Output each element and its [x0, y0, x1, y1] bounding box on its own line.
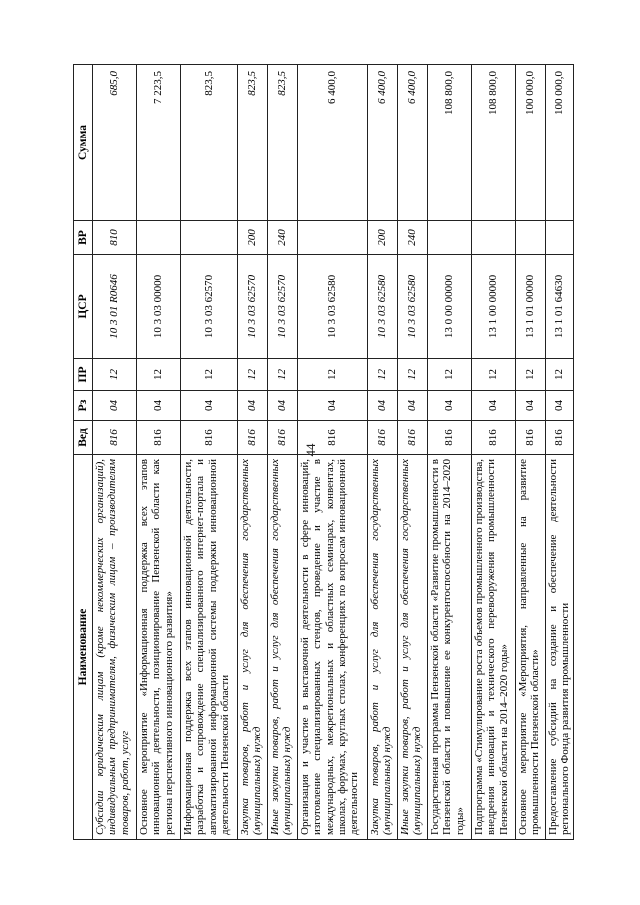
- row-sum: 6 400,0: [368, 65, 398, 221]
- row-rz: 04: [93, 391, 137, 421]
- row-rz: 04: [137, 391, 181, 421]
- budget-table: [73, 64, 574, 840]
- header-pr: ПР: [74, 359, 93, 391]
- row-vr: 810: [93, 221, 137, 255]
- row-sum: 6 400,0: [398, 65, 428, 221]
- row-pr: 12: [546, 359, 574, 391]
- row-pr: 12: [472, 359, 516, 391]
- header-vr: ВР: [74, 221, 93, 255]
- header-csr: ЦСР: [74, 255, 93, 359]
- header-rz: Рз: [74, 391, 93, 421]
- row-pr: 12: [238, 359, 268, 391]
- row-name: Иные закупки товаров, работ и услуг для обеспечения государственных (муниципальных) нужд: [398, 455, 428, 840]
- row-ved: 816: [546, 421, 574, 455]
- row-csr: 10 3 01 R0646: [93, 255, 137, 359]
- row-name: Предоставление субсидий на создание и обеспечение деятельности регионального Фонда развития промышленности: [546, 455, 574, 840]
- row-ved: 816: [93, 421, 137, 455]
- row-pr: 12: [268, 359, 298, 391]
- row-csr: 13 1 01 64630: [546, 255, 574, 359]
- row-name: Основное мероприятие «Информационная поддержка всех этапов инновационной деятельности, позиционирование Пензенской области как региона перспективного инновационного развития»: [137, 455, 181, 840]
- row-sum: 100 000,0: [546, 65, 574, 221]
- row-pr: 12: [516, 359, 546, 391]
- header-ved: Вед: [74, 421, 93, 455]
- row-vr: 240: [398, 221, 428, 255]
- row-name: Подпрограмма «Стимулирование роста объемов промышленного производства, внедрения инноваций и технического перевооружения промышленности Пензенской области на 2014–2020 годы»: [472, 455, 516, 840]
- row-sum: 108 800,0: [472, 65, 516, 221]
- row-vr: [472, 221, 516, 255]
- row-sum: 823,5: [238, 65, 268, 221]
- row-rz: 04: [398, 391, 428, 421]
- row-pr: 12: [181, 359, 238, 391]
- header-name: Наименование: [74, 455, 93, 840]
- row-ved: 816: [298, 421, 368, 455]
- row-csr: 13 1 00 00000: [472, 255, 516, 359]
- row-name: Закупка товаров, работ и услуг для обеспечения государственных (муниципальных) нужд: [238, 455, 268, 840]
- row-csr: 10 3 03 62580: [368, 255, 398, 359]
- table-row: [93, 65, 137, 840]
- table-row: [268, 65, 298, 840]
- row-vr: [546, 221, 574, 255]
- row-name: Основное мероприятие «Мероприятия, направленные на развитие промышленности Пензенской области»: [516, 455, 546, 840]
- row-pr: 12: [368, 359, 398, 391]
- table-row: [546, 65, 574, 840]
- table-row: [368, 65, 398, 840]
- row-ved: 816: [268, 421, 298, 455]
- row-csr: 10 3 03 62580: [298, 255, 368, 359]
- row-pr: 12: [398, 359, 428, 391]
- row-sum: 823,5: [181, 65, 238, 221]
- row-pr: 12: [428, 359, 472, 391]
- row-csr: 10 3 03 62580: [398, 255, 428, 359]
- page-number: 44: [303, 443, 318, 457]
- row-rz: 04: [181, 391, 238, 421]
- rotated-page-content: [73, 65, 572, 840]
- table-row: [428, 65, 472, 840]
- row-ved: 816: [516, 421, 546, 455]
- row-rz: 04: [238, 391, 268, 421]
- row-name: Организация и участие в выставочной деятельности в сфере инноваций, изготовление специализированных стендов, проведение и участие в международных, межрегиональных и областных семинарах, конвентах, школах, форумах, круглых столах, конференциях по вопросам инновационной деятельности: [298, 455, 368, 840]
- row-name: Информационная поддержка всех этапов инновационной деятельности, разработка и сопровождение специализированного интернет-портала и автоматизированной информационной системы поддержки инновационной деятельности Пензенской области: [181, 455, 238, 840]
- table-row: [398, 65, 428, 840]
- row-vr: [428, 221, 472, 255]
- row-vr: 200: [368, 221, 398, 255]
- row-ved: 816: [428, 421, 472, 455]
- table-row: [298, 65, 368, 840]
- row-ved: 816: [472, 421, 516, 455]
- table-frame: [73, 65, 572, 840]
- row-pr: 12: [298, 359, 368, 391]
- row-csr: 10 3 03 00000: [137, 255, 181, 359]
- row-sum: 685,0: [93, 65, 137, 221]
- row-name: Закупка товаров, работ и услуг для обеспечения государственных (муниципальных) нужд: [368, 455, 398, 840]
- table-row: [516, 65, 546, 840]
- row-rz: 04: [546, 391, 574, 421]
- row-vr: [298, 221, 368, 255]
- table-row: [472, 65, 516, 840]
- row-rz: 04: [268, 391, 298, 421]
- row-name: Государственная программа Пензенской области «Развитие промышленности в Пензенской области и повышение ее конкурентоспособности на 2014–2020 годы»: [428, 455, 472, 840]
- row-rz: 04: [428, 391, 472, 421]
- row-rz: 04: [368, 391, 398, 421]
- row-rz: 04: [472, 391, 516, 421]
- row-rz: 04: [516, 391, 546, 421]
- table-header-row: [74, 65, 93, 840]
- row-sum: 6 400,0: [298, 65, 368, 221]
- row-csr: 10 3 03 62570: [268, 255, 298, 359]
- row-ved: 816: [137, 421, 181, 455]
- header-sum: Сумма: [74, 65, 93, 221]
- row-vr: [137, 221, 181, 255]
- row-ved: 816: [368, 421, 398, 455]
- row-vr: 240: [268, 221, 298, 255]
- table-row: [181, 65, 238, 840]
- table-row: [137, 65, 181, 840]
- row-csr: 13 0 00 00000: [428, 255, 472, 359]
- table-row: [238, 65, 268, 840]
- row-pr: 12: [93, 359, 137, 391]
- row-vr: [516, 221, 546, 255]
- row-ved: 816: [238, 421, 268, 455]
- row-name: Иные закупки товаров, работ и услуг для обеспечения государственных (муниципальных) нужд: [268, 455, 298, 840]
- row-vr: 200: [238, 221, 268, 255]
- row-ved: 816: [398, 421, 428, 455]
- row-csr: 10 3 03 62570: [238, 255, 268, 359]
- row-sum: 108 800,0: [428, 65, 472, 221]
- row-csr: 10 3 03 62570: [181, 255, 238, 359]
- row-ved: 816: [181, 421, 238, 455]
- row-sum: 100 000,0: [516, 65, 546, 221]
- row-pr: 12: [137, 359, 181, 391]
- row-vr: [181, 221, 238, 255]
- row-name: Субсидии юридическим лицам (кроме некоммерческих организаций), индивидуальным предпринимателям, физическим лицам – производителям товаров, работ, услуг: [93, 455, 137, 840]
- row-sum: 7 223,5: [137, 65, 181, 221]
- row-csr: 13 1 01 00000: [516, 255, 546, 359]
- row-sum: 823,5: [268, 65, 298, 221]
- row-rz: 04: [298, 391, 368, 421]
